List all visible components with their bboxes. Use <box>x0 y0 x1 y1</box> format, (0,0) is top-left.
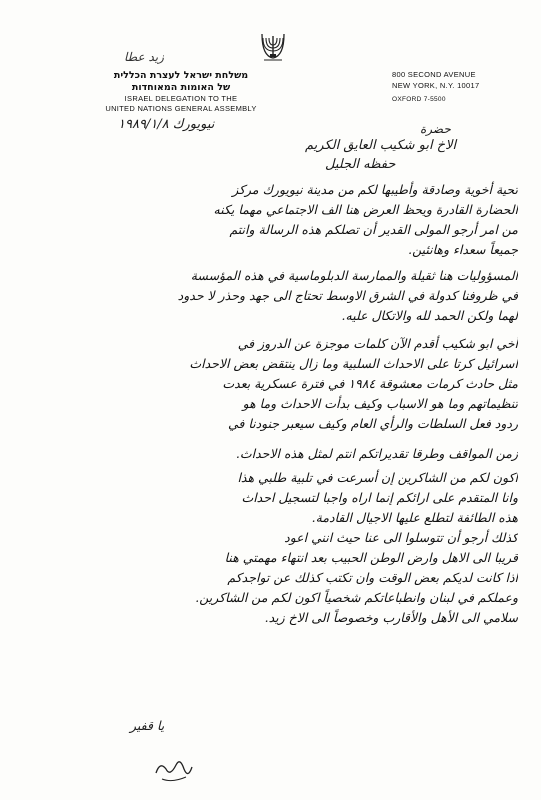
letter-body <box>98 180 518 628</box>
menorah-emblem-icon <box>260 30 286 62</box>
handwritten-signature <box>150 735 196 785</box>
letter-body-line: هذه الطائفة لتطلع عليها الاجيال القادمة. <box>311 510 518 525</box>
address-line2: NEW YORK, N.Y. 10017 <box>392 81 480 90</box>
letterhead-right <box>392 70 502 105</box>
letter-body-line: أخي ابو شكيب أقدم الآن كلمات موجزة عن الدروز في <box>237 336 518 351</box>
letter-body-line: الحضارة القادرة ويحظ العرض هنا الف الاجتماعي مهما يكنه <box>213 202 518 217</box>
english-heading-line1: ISRAEL DELEGATION TO THE <box>124 94 238 103</box>
letter-body-line: قريبا الى الاهل وارض الوطن الحبيب بعد انتهاء مهمتي هنا <box>224 550 518 565</box>
letter-body-line: مثل حادث كرمات معشوقة ١٩٨٤ في فترة عسكرية بعدت <box>222 376 518 391</box>
phone-number: OXFORD 7-5500 <box>392 96 446 103</box>
letter-body-line: اكون لكم من الشاكرين إن أسرعت في تلبية طلبي هذا <box>237 470 518 485</box>
letter-body-line: كذلك أرجو أن تتوسلوا الى عنا حيث انني اعود <box>284 530 518 545</box>
letter-body-line: اذا كانت لديكم بعض الوقت وان تكتب كذلك عن تواجدكم <box>227 570 518 585</box>
letter-body-line: وانا المتقدم على ارائكم إنما اراه واجبا لتسجيل احداث <box>241 490 518 505</box>
letter-body-line: سلامي الى الأهل والأقارب وخصوصاً الى الاخ زيد. <box>264 610 518 625</box>
letter-body-line: المسؤوليات هنا ثقيلة والممارسة الدبلوماسية في هذه المؤسسة <box>190 268 518 283</box>
letter-body-line: وعملكم في لبنان وانطباعاتكم شخصياً اكون لكم من الشاكرين. <box>195 590 518 605</box>
address-line1: 800 SECOND AVENUE <box>392 70 476 79</box>
letter-body-line: تحية أخوية وصادقة وأطيبها لكم من مدينة نيويورك مركز <box>232 182 518 197</box>
letter-body-line: زمن المواقف وطرقا تقديراتكم انتم لمثل هذه الاحداث. <box>235 446 518 461</box>
english-heading-line2: UNITED NATIONS GENERAL ASSEMBLY <box>105 104 257 113</box>
letter-body-line: تنظيماتهم وما هو الاسباب وكيف بدأت الاحداث وما هو <box>242 396 518 411</box>
salutation-line2: الاخ ابو شكيب العايق الكريم <box>305 138 457 153</box>
hebrew-heading-line2: של האומות המאוחדות <box>131 82 231 93</box>
letter-closing: يا قفير <box>130 718 165 733</box>
letter-body-line: جميعاً سعداء وهانئين. <box>408 242 518 257</box>
letter-body-line: في ظروفنا كدولة في الشرق الاوسط تحتاج الى جهد وحذر لا حدود <box>177 288 518 303</box>
letterhead-left <box>96 50 266 113</box>
salutation-line1: حضرة <box>420 122 451 136</box>
letter-date: نيويورك ١٩٨٩/١/٨ <box>118 117 215 132</box>
letter-body-line: اسرائيل كرتا على الاحداث السلبية وما زال ينتقض بعض الاحداث <box>189 356 518 371</box>
letter-body-line: من امر أرجو المولى القدير أن تصلكم هذه الرسالة وانتم <box>229 222 518 237</box>
letter-body-line: لهما ولكن الحمد لله والاتكال عليه. <box>341 308 518 323</box>
handwritten-annotation: زيد عطا <box>124 50 164 64</box>
salutation-line3: حفظه الجليل <box>325 157 396 172</box>
hebrew-heading-line1: משלחת ישראל לעצרת הכללית <box>113 70 249 81</box>
letter-body-line: ردود فعل السلطات والرأي العام وكيف سيعبر جنودنا في <box>227 416 518 431</box>
